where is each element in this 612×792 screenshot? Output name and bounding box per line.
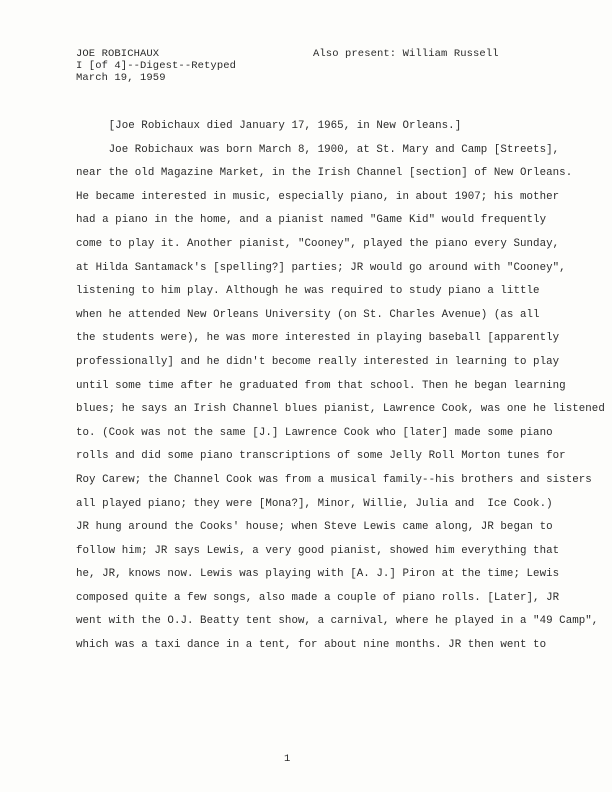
body-line: to. (Cook was not the same [J.] Lawrence Cook who [later] made some piano [76, 426, 553, 439]
body-line: come to play it. Another pianist, "Cooney", played the piano every Sunday, [76, 237, 560, 250]
body-line: went with the O.J. Beatty tent show, a carnival, where he played in a "49 Camp", [76, 615, 599, 628]
header-name: JOE ROBICHAUX [76, 48, 160, 60]
body-line: Joe Robichaux was born March 8, 1900, at St. Mary and Camp [Streets], [76, 143, 560, 156]
page-number: 1 [284, 753, 291, 765]
body-line: [Joe Robichaux died January 17, 1965, in New Orleans.] [76, 120, 462, 132]
transcript-body [76, 119, 605, 662]
body-line: all played piano; they were [Mona?], Minor, Willie, Julia and Ice Cook.) [76, 497, 553, 510]
body-line: He became interested in music, especially piano, in about 1907; his mother [76, 190, 560, 203]
body-line: JR hung around the Cooks' house; when Steve Lewis came along, JR began to [76, 521, 553, 534]
body-line: professionally] and he didn't become really interested in learning to play [76, 355, 560, 368]
body-line: Roy Carew; the Channel Cook was from a musical family--his brothers and sisters [76, 473, 592, 486]
body-line: which was a taxi dance in a tent, for about nine months. JR then went to [76, 639, 547, 652]
body-line: listening to him play. Although he was required to study piano a little [76, 285, 540, 298]
body-line: follow him; JR says Lewis, a very good pianist, showed him everything that [76, 544, 560, 557]
body-line: the students were), he was more interested in playing baseball [apparently [76, 332, 560, 345]
header-also-present: Also present: William Russell [313, 48, 499, 60]
body-line: had a piano in the home, and a pianist named "Game Kid" would frequently [76, 214, 547, 227]
body-line: composed quite a few songs, also made a couple of piano rolls. [Later], JR [76, 591, 560, 604]
header-date: March 19, 1959 [76, 72, 166, 84]
body-line: at Hilda Santamack's [spelling?] parties; JR would go around with "Cooney", [76, 261, 566, 274]
body-line: until some time after he graduated from that school. Then he began learning [76, 379, 566, 392]
header-left [76, 48, 236, 84]
body-line: blues; he says an Irish Channel blues pianist, Lawrence Cook, was one he listened [76, 403, 605, 416]
body-line: rolls and did some piano transcriptions of some Jelly Roll Morton tunes for [76, 450, 566, 463]
header-volume: I [of 4]--Digest--Retyped [76, 60, 237, 72]
body-line: when he attended New Orleans University (on St. Charles Avenue) (as all [76, 308, 540, 321]
body-line: near the old Magazine Market, in the Irish Channel [section] of New Orleans. [76, 167, 573, 180]
body-line: he, JR, knows now. Lewis was playing with [A. J.] Piron at the time; Lewis [76, 568, 560, 581]
